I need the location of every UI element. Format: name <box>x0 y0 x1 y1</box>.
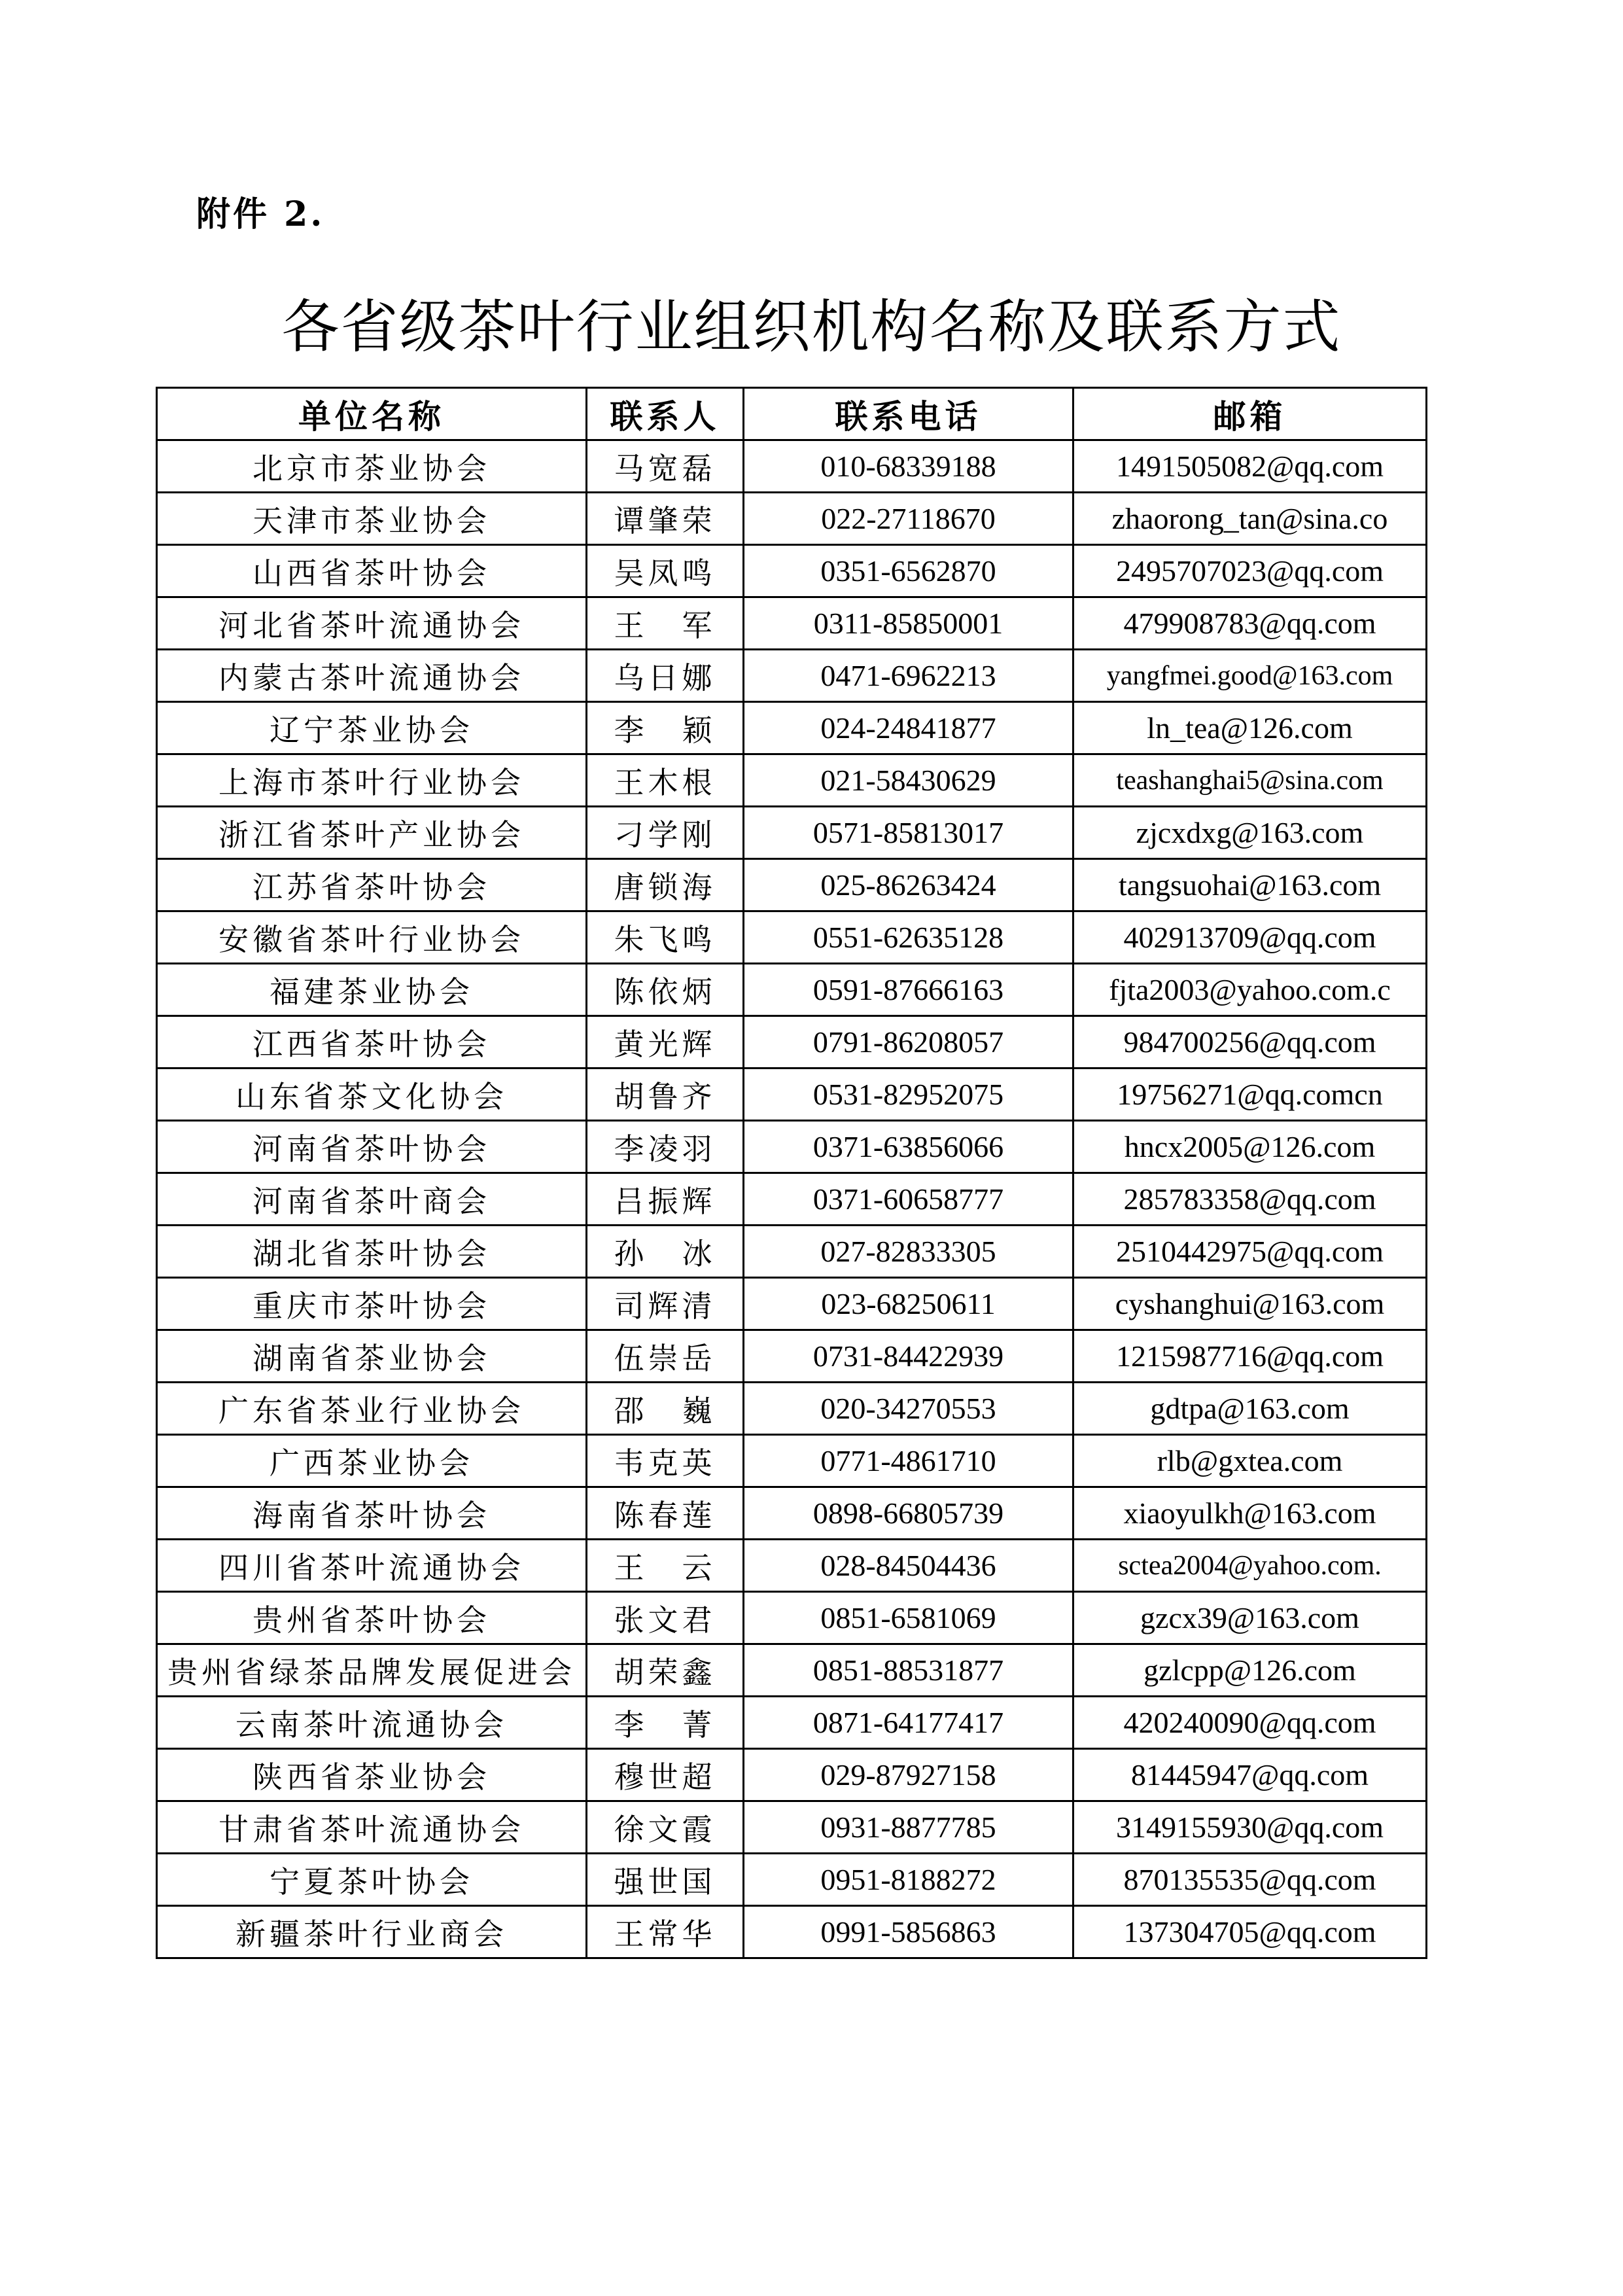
org-name-cell: 广西茶业协会 <box>157 1435 587 1487</box>
email-cell: 285783358@qq.com <box>1073 1173 1427 1226</box>
contact-person-cell: 邵 巍 <box>587 1383 744 1435</box>
contact-person-cell: 马宽磊 <box>587 440 744 493</box>
email-cell: 2510442975@qq.com <box>1073 1226 1427 1278</box>
document-title: 各省级茶叶行业组织机构名称及联系方式 <box>281 293 1342 361</box>
email-cell: cyshanghui@163.com <box>1073 1278 1427 1330</box>
contacts-table <box>156 387 1427 1959</box>
contact-person-cell: 李 颖 <box>587 702 744 754</box>
table-row <box>157 1069 1427 1121</box>
table-row <box>157 1121 1427 1173</box>
email-cell: xiaoyulkh@163.com <box>1073 1487 1427 1540</box>
phone-cell: 0591-87666163 <box>744 964 1073 1016</box>
phone-cell: 0571-85813017 <box>744 807 1073 859</box>
email-cell: teashanghai5@sina.com <box>1073 754 1427 807</box>
phone-cell: 029-87927158 <box>744 1749 1073 1801</box>
phone-cell: 0731-84422939 <box>744 1330 1073 1383</box>
org-name-cell: 福建茶业协会 <box>157 964 587 1016</box>
email-cell: gzcx39@163.com <box>1073 1592 1427 1644</box>
table-row <box>157 1226 1427 1278</box>
phone-cell: 0951-8188272 <box>744 1854 1073 1906</box>
org-name-cell: 云南茶叶流通协会 <box>157 1697 587 1749</box>
contact-person-cell: 王 云 <box>587 1540 744 1592</box>
contact-person-cell: 谭肇荣 <box>587 493 744 545</box>
org-name-cell: 重庆市茶叶协会 <box>157 1278 587 1330</box>
contact-person-cell: 唐锁海 <box>587 859 744 911</box>
contact-person-cell: 李 菁 <box>587 1697 744 1749</box>
table-row <box>157 1540 1427 1592</box>
contact-person-cell: 胡荣鑫 <box>587 1644 744 1697</box>
phone-cell: 0898-66805739 <box>744 1487 1073 1540</box>
contact-person-cell: 徐文霞 <box>587 1801 744 1854</box>
email-cell: 402913709@qq.com <box>1073 911 1427 964</box>
table-row <box>157 1278 1427 1330</box>
table-row <box>157 1330 1427 1383</box>
phone-cell: 020-34270553 <box>744 1383 1073 1435</box>
email-cell: hncx2005@126.com <box>1073 1121 1427 1173</box>
table-row <box>157 754 1427 807</box>
phone-cell: 0791-86208057 <box>744 1016 1073 1069</box>
org-name-cell: 天津市茶业协会 <box>157 493 587 545</box>
email-cell: ln_tea@126.com <box>1073 702 1427 754</box>
header-org-name: 单位名称 <box>157 388 587 440</box>
table-row <box>157 807 1427 859</box>
phone-cell: 025-86263424 <box>744 859 1073 911</box>
email-cell: 1215987716@qq.com <box>1073 1330 1427 1383</box>
contact-person-cell: 陈春莲 <box>587 1487 744 1540</box>
org-name-cell: 河南省茶叶协会 <box>157 1121 587 1173</box>
org-name-cell: 浙江省茶叶产业协会 <box>157 807 587 859</box>
email-cell: 19756271@qq.comcn <box>1073 1069 1427 1121</box>
email-cell: fjta2003@yahoo.com.c <box>1073 964 1427 1016</box>
contact-person-cell: 孙 冰 <box>587 1226 744 1278</box>
org-name-cell: 甘肃省茶叶流通协会 <box>157 1801 587 1854</box>
org-name-cell: 海南省茶叶协会 <box>157 1487 587 1540</box>
contact-person-cell: 王木根 <box>587 754 744 807</box>
table-row <box>157 1592 1427 1644</box>
table-row <box>157 1016 1427 1069</box>
contact-person-cell: 穆世超 <box>587 1749 744 1801</box>
phone-cell: 028-84504436 <box>744 1540 1073 1592</box>
org-name-cell: 湖北省茶叶协会 <box>157 1226 587 1278</box>
org-name-cell: 内蒙古茶叶流通协会 <box>157 650 587 702</box>
org-name-cell: 辽宁茶业协会 <box>157 702 587 754</box>
contact-person-cell: 韦克英 <box>587 1435 744 1487</box>
contact-person-cell: 张文君 <box>587 1592 744 1644</box>
header-phone: 联系电话 <box>744 388 1073 440</box>
table-row <box>157 1854 1427 1906</box>
org-name-cell: 山东省茶文化协会 <box>157 1069 587 1121</box>
email-cell: 137304705@qq.com <box>1073 1906 1427 1958</box>
phone-cell: 0311-85850001 <box>744 597 1073 650</box>
email-cell: 479908783@qq.com <box>1073 597 1427 650</box>
org-name-cell: 陕西省茶业协会 <box>157 1749 587 1801</box>
email-cell: yangfmei.good@163.com <box>1073 650 1427 702</box>
header-email: 邮箱 <box>1073 388 1427 440</box>
phone-cell: 0551-62635128 <box>744 911 1073 964</box>
table-row <box>157 440 1427 493</box>
org-name-cell: 北京市茶业协会 <box>157 440 587 493</box>
email-cell: 1491505082@qq.com <box>1073 440 1427 493</box>
email-cell: gdtpa@163.com <box>1073 1383 1427 1435</box>
table-row <box>157 1801 1427 1854</box>
contact-person-cell: 陈依炳 <box>587 964 744 1016</box>
org-name-cell: 山西省茶叶协会 <box>157 545 587 597</box>
contact-person-cell: 乌日娜 <box>587 650 744 702</box>
email-cell: 81445947@qq.com <box>1073 1749 1427 1801</box>
phone-cell: 023-68250611 <box>744 1278 1073 1330</box>
email-cell: rlb@gxtea.com <box>1073 1435 1427 1487</box>
phone-cell: 0871-64177417 <box>744 1697 1073 1749</box>
org-name-cell: 贵州省绿茶品牌发展促进会 <box>157 1644 587 1697</box>
table-row <box>157 597 1427 650</box>
phone-cell: 0771-4861710 <box>744 1435 1073 1487</box>
contact-person-cell: 吕振辉 <box>587 1173 744 1226</box>
org-name-cell: 上海市茶叶行业协会 <box>157 754 587 807</box>
org-name-cell: 广东省茶业行业协会 <box>157 1383 587 1435</box>
attachment-label: 附件 2. <box>196 194 325 234</box>
table-row <box>157 650 1427 702</box>
email-cell: 2495707023@qq.com <box>1073 545 1427 597</box>
email-cell: tangsuohai@163.com <box>1073 859 1427 911</box>
org-name-cell: 江西省茶叶协会 <box>157 1016 587 1069</box>
table-body <box>157 440 1427 1958</box>
email-cell: 984700256@qq.com <box>1073 1016 1427 1069</box>
contact-person-cell: 朱飞鸣 <box>587 911 744 964</box>
table-row <box>157 1749 1427 1801</box>
table-row <box>157 1383 1427 1435</box>
table-row <box>157 545 1427 597</box>
email-cell: gzlcpp@126.com <box>1073 1644 1427 1697</box>
email-cell: 3149155930@qq.com <box>1073 1801 1427 1854</box>
phone-cell: 0471-6962213 <box>744 650 1073 702</box>
contact-person-cell: 王常华 <box>587 1906 744 1958</box>
phone-cell: 027-82833305 <box>744 1226 1073 1278</box>
contact-person-cell: 黄光辉 <box>587 1016 744 1069</box>
contact-person-cell: 李凌羽 <box>587 1121 744 1173</box>
table-row <box>157 964 1427 1016</box>
table-row <box>157 1487 1427 1540</box>
contact-person-cell: 胡鲁齐 <box>587 1069 744 1121</box>
phone-cell: 0851-88531877 <box>744 1644 1073 1697</box>
phone-cell: 0531-82952075 <box>744 1069 1073 1121</box>
table-row <box>157 911 1427 964</box>
phone-cell: 0931-8877785 <box>744 1801 1073 1854</box>
contact-person-cell: 伍崇岳 <box>587 1330 744 1383</box>
table-row <box>157 1173 1427 1226</box>
phone-cell: 0351-6562870 <box>744 545 1073 597</box>
email-cell: zhaorong_tan@sina.co <box>1073 493 1427 545</box>
email-cell: sctea2004@yahoo.com. <box>1073 1540 1427 1592</box>
org-name-cell: 四川省茶叶流通协会 <box>157 1540 587 1592</box>
table-row <box>157 1906 1427 1958</box>
org-name-cell: 贵州省茶叶协会 <box>157 1592 587 1644</box>
email-cell: 870135535@qq.com <box>1073 1854 1427 1906</box>
contact-person-cell: 强世国 <box>587 1854 744 1906</box>
org-name-cell: 宁夏茶叶协会 <box>157 1854 587 1906</box>
phone-cell: 0851-6581069 <box>744 1592 1073 1644</box>
contact-person-cell: 吴凤鸣 <box>587 545 744 597</box>
table-row <box>157 1644 1427 1697</box>
table-row <box>157 1435 1427 1487</box>
table-row <box>157 859 1427 911</box>
phone-cell: 010-68339188 <box>744 440 1073 493</box>
phone-cell: 0371-63856066 <box>744 1121 1073 1173</box>
org-name-cell: 河南省茶叶商会 <box>157 1173 587 1226</box>
table-row <box>157 493 1427 545</box>
email-cell: zjcxdxg@163.com <box>1073 807 1427 859</box>
email-cell: 420240090@qq.com <box>1073 1697 1427 1749</box>
org-name-cell: 江苏省茶叶协会 <box>157 859 587 911</box>
contact-person-cell: 司辉清 <box>587 1278 744 1330</box>
phone-cell: 0371-60658777 <box>744 1173 1073 1226</box>
org-name-cell: 安徽省茶叶行业协会 <box>157 911 587 964</box>
phone-cell: 024-24841877 <box>744 702 1073 754</box>
table-header-row <box>157 388 1427 440</box>
org-name-cell: 湖南省茶业协会 <box>157 1330 587 1383</box>
contact-person-cell: 刁学刚 <box>587 807 744 859</box>
phone-cell: 021-58430629 <box>744 754 1073 807</box>
table-row <box>157 1697 1427 1749</box>
org-name-cell: 河北省茶叶流通协会 <box>157 597 587 650</box>
org-name-cell: 新疆茶叶行业商会 <box>157 1906 587 1958</box>
phone-cell: 0991-5856863 <box>744 1906 1073 1958</box>
table-row <box>157 702 1427 754</box>
phone-cell: 022-27118670 <box>744 493 1073 545</box>
header-contact-person: 联系人 <box>587 388 744 440</box>
contact-person-cell: 王 军 <box>587 597 744 650</box>
